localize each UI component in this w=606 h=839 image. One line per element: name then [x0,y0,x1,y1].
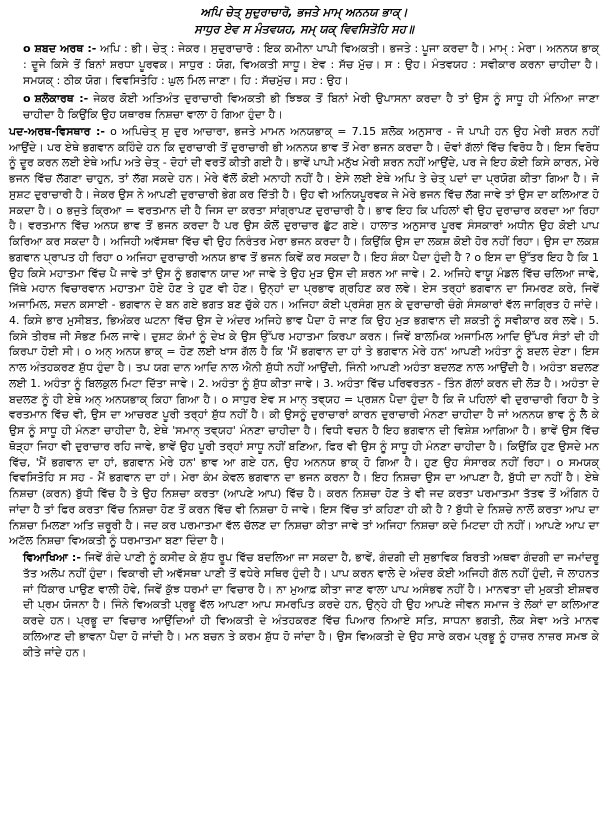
shabad-arth-text: ਅਪਿ : ਭੀ। ਚੇਤ੍ : ਜੇਕਰ। ਸੁਦੁਰਾਚਾਰੋ : ਇਕ ਕਮੀਨਾ ਪਾਪੀ ਵਿਅਕਤੀ। ਭਜਤੇ : ਪੂਜਾ ਕਰਦਾ ਹੈ। ਮਾਮ੍ : ਮੇਰਾ। ਅਨਨਯ ਭਾਕ੍ : ਦੂਜੇ ਕਿਸੇ ਤੋਂ ਬਿਨਾਂ ਸ਼ਰਧਾ ਪੂਰਵਕ। ਸਾਧੁਰ : ਯੋਗ, ਵਿਅਕਤੀ ਸਾਧੂ। ਏਵ : ਸੱਚ ਮੁੱਚ। ਸ : ਉਹ। ਮੰਤਵਯਹ : ਸਵੀਕਾਰ ਕਰਨਾ ਚਾਹੀਦਾ ਹੈ। ਸਮਯਕ੍ : ਠੀਕ ਯੋਗ। ਵਿਵਸਿਤੋਹਿ : ਘੁਲ ਮਿਲ ਜਾਣਾ। ਹਿ : ਸੱਚਮੁੱਚ। ਸਹ : ਉਹ। [23,42,599,87]
viakhia-text: ਜਿਵੇਂ ਗੰਦੇ ਪਾਣੀ ਨੂੰ ਕਸੀਦ ਕੇ ਸ਼ੁੱਧ ਰੂਪ ਵਿੱਚ ਬਦਲਿਆ ਜਾ ਸਕਦਾ ਹੈ, ਭਾਵੇਂ, ਗੰਦਗੀ ਦੀ ਸੁਭਾਵਿਕ ਬਿਰਤੀ ਅਥਵਾ ਗੰਦਗੀ ਦਾ ਜਮਾਂਦਰੂ ਤੱਤ ਅਲੋਪ ਨਹੀਂ ਹੁੰਦਾ। ਵਿਕਾਰੀ ਦੀ ਅਵੱਸਥਾ ਪਾਣੀ ਤੋਂ ਵਧੇਰੇ ਸਥਿਰ ਹੁੰਦੀ ਹੈ। ਪਾਪ ਕਰਨ ਵਾਲੇ ਦੇ ਅੰਦਰ ਕੋਈ ਅਜਿਹੀ ਗੱਲ ਨਹੀਂ ਹੁੰਦੀ, ਜੋ ਲਾਹਨਤ ਜਾਂ ਧਿੱਕਾਰ ਪਾਉਣ ਵਾਲੀ ਹੋਵੇ, ਜਿਵੇਂ ਕੁੱਝ ਧਰਮਾਂ ਦਾ ਵਿਚਾਰ ਹੈ। ਨਾ ਮੁਆਫ਼ ਕੀਤਾ ਜਾਣ ਵਾਲਾ ਪਾਪ ਅਸੰਭਵ ਨਹੀਂ ਹੈ। ਮਾਨਵਤਾ ਦੀ ਮੁਕਤੀ ਈਸ਼ਵਰ ਦੀ ਪ੍ਰਮ ਯੋਜਨਾ ਹੈ। ਜਿੰਨੇ ਵਿਅਕਤੀ ਪ੍ਰਭੂ ਵੱਲ ਆਪਣਾ ਆਪ ਸਮਰਪਿਤ ਕਰਦੇ ਹਨ, ਉਨ੍ਹੇ ਹੀ ਉਹ ਆਪਣੇ ਜੀਵਨ ਸਮਾਜ ਤੇ ਲੋਕਾਂ ਦਾ ਕਲਿਆਣ ਕਰਦੇ ਹਨ। ਪ੍ਰਭੂ ਦਾ ਵਿਚਾਰ ਆਉਂਦਿਆਂ ਹੀ ਵਿਅਕਤੀ ਦੇ ਅੰਤਹਕਰਣ ਵਿੱਚ ਪਿਆਰ ਨਿਆਏ ਸਤਿ, ਸਾਧਨਾ ਭਗਤੀ, ਲੋਕ ਸੇਵਾ ਅਤੇ ਮਾਨਵ ਕਲਿਆਣ ਦੀ ਭਾਵਨਾ ਪੈਦਾ ਹੋ ਜਾਂਦੀ ਹੈ। ਮਨ ਬਚਨ ਤੇ ਕਰਮ ਸ਼ੁੱਧ ਹੋ ਜਾਂਦਾ ਹੈ। ਉਸ ਵਿਅਕਤੀ ਦੇ ਉਹ ਸਾਰੇ ਕਰਮ ਪ੍ਰਭੂ ਨੂੰ ਹਾਜ਼ਰ ਨਾਜ਼ਰ ਸਮਝ ਕੇ ਕੀਤੇ ਜਾਂਦੇ ਹਨ। [23,551,599,659]
verse-line-2: ਸਾਧੁਰ ਏਵ ਸ ਮੰਤਵਯਹ, ਸਮ੍ ਯਕ੍ ਵਿਵਸਿਤੋਹਿ ਸਹ॥ [194,22,414,36]
vistar-section [9,124,599,549]
vistar-heading: ਪਦ-ਅਰਥ-ਵਿਸਥਾਰ :- [9,124,105,138]
vistar-text: o ਅਪਿਚੇਤ੍ ਸੁ ਦੁਰ ਆਚਾਰਾ, ਭਜਤੇ ਮਾਮਨ ਅਨਯਭਾਕ੍ = 7.15 ਸ਼ਲੋਕ ਅਨੁਸਾਰ - ਜੋ ਪਾਪੀ ਹਨ ਉਹ ਮੇਰੀ ਸ਼ਰਨ ਨਹੀਂ ਆਉਂਦੇ। ਪਰ ਏਥੇ ਭਗਵਾਨ ਕਹਿੰਦੇ ਹਨ ਕਿ ਦੁਰਾਚਾਰੀ ਤੋਂ ਦੁਰਾਚਾਰੀ ਭੀ ਅਨਨਯ ਭਾਵ ਤੋਂ ਮੇਰਾ ਭਜਨ ਕਰਦਾ ਹੈ। ਦੋਵਾਂ ਗੱਲਾਂ ਵਿੱਚ ਵਿਰੋਧ ਹੈ। ਇਸ ਵਿਰੋਧ ਨੂੰ ਦੂਰ ਕਰਨ ਲਈ ਏਥੇ ਅਪਿ ਅਤੇ ਚੇਤ੍ - ਦੋਹਾਂ ਦੀ ਵਰਤੋਂ ਕੀਤੀ ਗਈ ਹੈ। ਭਾਵੇਂ ਪਾਪੀ ਮਨੁੱਖ ਮੇਰੀ ਸ਼ਰਨ ਨਹੀਂ ਆਉਂਦੇ, ਪਰ ਜੇ ਇਹ ਕੋਈ ਕਿਸੇ ਕਾਰਨ, ਮੇਰੇ ਭਜਨ ਵਿੱਚ ਲੱਗਣਾ ਚਾਹੁਨ, ਤਾਂ ਲੱਗ ਸਕਦੇ ਹਨ। ਮੇਰੇ ਵੱਲੋਂ ਕੋਈ ਮਨਾਹੀ ਨਹੀਂ ਹੈ। ਏਸੇ ਲਈ ਏਥੇ ਅਪਿ ਤੇ ਚੇਤ੍ ਪਦਾਂ ਦਾ ਪ੍ਰਯੋਗ ਕੀਤਾ ਗਿਆ ਹੈ। ਜੋ ਸੁਸ਼ਟ ਦੁਰਾਚਾਰੀ ਹੈ। ਜੇਕਰ ਉਸ ਨੇ ਆਪਣੀ ਦੁਰਾਚਾਰੀ ਭੇਗ ਕਰ ਦਿੱਤੀ ਹੈ। ਉਹ ਵੀ ਅਨਿਯਪੂਰਵਕ ਜੇ ਮੇਰੇ ਭਜਨ ਵਿੱਚ ਲੱਗ ਜਾਵੇ ਤਾਂ ਉਸ ਦਾ ਕਲਿਆਣ ਹੋ ਸਕਦਾ ਹੈ। o ਭਜੁਤੇ ਕ੍ਰਿਆ = ਵਰਤਮਾਨ ਦੀ ਹੈ ਜਿਸ ਦਾ ਕਰਤਾ ਸਾਂਗ੍ਰਾਪਣ ਦੁਰਾਚਾਰੀ ਹੈ। ਭਾਵ ਇਹ ਕਿ ਪਹਿਲਾਂ ਵੀ ਉਹ ਦੁਰਾਚਾਰ ਕਰਦਾ ਆ ਰਿਹਾ ਹੈ। ਵਰਤਮਾਨ ਵਿੱਚ ਅਨਯ ਭਾਵ ਤੋਂ ਭਜਨ ਕਰਦਾ ਹੈ ਪਰ ਉਸ ਕੋਲੋਂ ਦੁਰਾਚਾਰ ਛੁੱਟ ਗਏ। ਹਾਲਾਤ ਅਨੁਸਾਰ ਪੂਰਵ ਸੰਸਕਾਰਾਂ ਅਧੀਨ ਉਹ ਕੋਈ ਪਾਪ ਕਿਰਿਆ ਕਰ ਸਕਦਾ ਹੈ। ਅਜਿਹੀ ਅਵੱਸਥਾ ਵਿੱਚ ਵੀ ਉਹ ਨਿਰੰਤਰ ਮੇਰਾ ਭਜਨ ਕਰਦਾ ਹੈ। ਕਿਉਂਕਿ ਉਸ ਦਾ ਲਕਸ਼ ਕੋਈ ਹੋਰ ਨਹੀਂ ਰਿਹਾ। ਉਸ ਦਾ ਲਕਸ਼ ਭਗਵਾਨ ਪ੍ਰਾਪਤ ਹੀ ਰਿਹਾ o ਅਜਿਹਾ ਦੁਰਾਚਾਰੀ ਅਨਯ ਭਾਵ ਤੋਂ ਭਜਨ ਕਿਵੇਂ ਕਰ ਸਕਦਾ ਹੈ। ਇਹ ਸ਼ੰਕਾ ਪੈਦਾ ਹੁੰਦੀ ਹੈ ? o ਇਸ ਦਾ ਉੱਤਰ ਇਹ ਹੈ ਕਿ 1 ਉਹ ਕਿਸੇ ਮਹਾਤਮਾ ਵਿੱਚ ਪੈ ਜਾਵੇ ਤਾਂ ਉਸ ਨੂੰ ਭਗਵਾਨ ਯਾਦ ਆ ਜਾਵੇ ਤੇ ਉਹ ਮੁੜ ਉਸ ਦੀ ਸ਼ਰਨ ਆ ਜਾਵੇ। 2. ਅਜਿਹੇ ਵਾਯੂ ਮੰਡਲ ਵਿੱਚ ਚਲਿਆ ਜਾਵੇ, ਜਿੱਥੇ ਮਹਾਨ ਵਿਚਾਰਵਾਨ ਮਹਾਤਮਾ ਹੋਏ ਹੋਣ ਤੇ ਹੁਣ ਵੀ ਹੋਣ। ਉਨ੍ਹਾਂ ਦਾ ਪ੍ਰਭਾਵ ਗ੍ਰਹਿਣ ਕਰ ਲਵੇ। ਏਸ ਤਰ੍ਹਾਂ ਭਗਵਾਨ ਦਾ ਸਿਮਰਣ ਕਰੇ, ਜਿਵੇਂ ਅਜਾਮਿਲ, ਸਦਨ ਕਸਾਈ - ਭਗਵਾਨ ਦੇ ਬਨ ਗਏ ਭਗਤ ਬਣ ਚੁੱਕੇ ਹਨ। ਅਜਿਹਾ ਕੋਈ ਪ੍ਰਸੰਗ ਸੁਨ ਕੇ ਦੁਰਾਚਾਰੀ ਚੰਗੇ ਸੰਸਕਾਰਾਂ ਵੱਲ ਜਾਗ੍ਰਿਤ ਹੋ ਜਾਂਦੇ। 4. ਕਿਸੇ ਭਾਰ ਮੁਸੀਬਤ, ਭਿਅੰਕਰ ਘਟਨਾ ਵਿੱਚ ਉਸ ਦੇ ਅੰਦਰ ਅਜਿਹੇ ਭਾਵ ਪੈਦਾ ਹੋ ਜਾਣ ਕਿ ਉਹ ਮੁੜ ਭਗਵਾਨ ਦੀ ਸ਼ਕਤੀ ਨੂੰ ਸਵੀਕਾਰ ਕਰ ਲਵੇ। 5. ਕਿਸੇ ਤੀਰਥ ਜੀ ਸੋਭਣ ਮਿਲ ਜਾਵੇ। ਦੁਸ਼ਟ ਕੰਮਾਂ ਨੂੰ ਦੇਖ ਕੇ ਉਸ ਉੱਪਰ ਮਹਾਤਮਾ ਕਿਰਪਾ ਕਰਨ। ਜਿਵੇਂ ਬਾਲਮਿਕ ਅਜਾਮਿਲ ਆਦਿ ਉੱਪਰ ਸੰਤਾਂ ਦੀ ਹੀ ਕਿਰਪਾ ਹੋਈ ਸੀ। o ਅਨ੍ ਅਨਯ ਭਾਕ੍ = ਹੋਣ ਲਈ ਖਾਸ ਗੱਲ ਹੈ ਕਿ 'ਮੈਂ ਭਗਵਾਨ ਦਾ ਹਾਂ ਤੇ ਭਗਵਾਨ ਮੇਰੇ ਹਨ' ਆਪਣੀ ਅਹੰਤਾ ਨੂੰ ਬਦਲ ਦੇਣਾ। ਇਸ ਨਾਲ ਅੰਤਹਕਰਣ ਸ਼ੁੱਧ ਹੁੰਦਾ ਹੈ। ਤਪ ਯਗ ਦਾਨ ਆਦਿ ਨਾਲ ਐਨੀ ਸ਼ੁੱਧੀ ਨਹੀਂ ਆਉਂਦੀ, ਜਿੰਨੀ ਆਪਣੀ ਅਹੰਤਾ ਬਦਲਣ ਨਾਲ ਆਉਂਦੀ ਹੈ। ਅਹੰਤਾ ਬਦਲਣ ਲਈ 1. ਅਹੰਤਾ ਨੂੰ ਬਿਲਕੁਲ ਮਿਟਾ ਦਿੱਤਾ ਜਾਵੇ। 2. ਅਹੰਤਾ ਨੂੰ ਸ਼ੁੱਧ ਕੀਤਾ ਜਾਵੇ। 3. ਅਹੰਤਾ ਵਿੱਚ ਪਰਿਵਰਤਨ - ਤਿੰਨ ਗੱਲਾਂ ਕਰਨ ਦੀ ਲੋੜ ਹੈ। ਅਹੰਤਾ ਦੇ ਬਦਲਣ ਨੂੰ ਹੀ ਏਥੇ ਅਨ੍ ਅਨਯਭਾਕ੍ ਕਿਹਾ ਗਿਆ ਹੈ। o ਸਾਧੁਰ ਏਵ ਸ ਮਾਨ੍ ਤਵ੍ਯਹ = ਪ੍ਰਸ਼ਨ ਪੈਦਾ ਹੁੰਦਾ ਹੈ ਕਿ ਜੋ ਪਹਿਲਾਂ ਵੀ ਦੁਰਾਚਾਰੀ ਰਿਹਾ ਹੈ ਤੇ ਵਰਤਮਾਨ ਵਿੱਚ ਵੀ, ਉਸ ਦਾ ਆਚਰਣ ਪੂਰੀ ਤਰ੍ਹਾਂ ਸ਼ੁੱਧ ਨਹੀਂ ਹੈ। ਕੀ ਉਸਨੂੰ ਦੁਰਾਚਾਰਾਂ ਕਾਰਨ ਦੁਰਾਚਾਰੀ ਮੰਨਣਾ ਚਾਹੀਦਾ ਹੈ ਜਾਂ ਅਨਨਯ ਭਾਵ ਨੂੰ ਲੈ ਕੇ ਉਸ ਨੂੰ ਸਾਧੂ ਹੀ ਮੰਨਣਾ ਚਾਹੀਦਾ ਹੈ, ਏਥੇ 'ਸਮਾਨ੍ ਤਵ੍ਯਹ' ਮੰਨਣਾ ਚਾਹੀਦਾ ਹੈ। ਵਿਧੀ ਵਚਨ ਹੈ ਇਹ ਭਗਵਾਨ ਦੀ ਵਿਸ਼ੇਸ਼ ਆਗਿਆ ਹੈ। ਭਾਵੇਂ ਉਸ ਵਿੱਚ ਥੋੜ੍ਹਾ ਜਿਹਾ ਵੀ ਦੁਰਾਚਾਰ ਰਹਿ ਜਾਵੇ, ਭਾਵੇਂ ਉਹ ਪੂਰੀ ਤਰ੍ਹਾਂ ਸਾਧੂ ਨਹੀਂ ਬਣਿਆ, ਫਿਰ ਵੀ ਉਸ ਨੂੰ ਸਾਧੂ ਹੀ ਮੰਨਣਾ ਚਾਹੀਦਾ ਹੈ। ਕਿਉਂਕਿ ਹੁਣ ਉਸਦੇ ਮਨ ਵਿੱਚ, 'ਮੈਂ ਭਗਵਾਨ ਦਾ ਹਾਂ, ਭਗਵਾਨ ਮੇਰੇ ਹਨ' ਭਾਵ ਆ ਗਏ ਹਨ, ਉਹ ਅਨਨਯ ਭਾਕ੍ ਹੋ ਗਿਆ ਹੈ। ਹੁਣ ਉਹ ਸੰਸਾਰਕ ਨਹੀਂ ਰਿਹਾ। o ਸਮਯਕ੍ ਵਿਵਸਿਤੋਹਿ ਸ ਸਹ - ਮੈਂ ਭਗਵਾਨ ਦਾ ਹਾਂ। ਮੇਰਾ ਕੰਮ ਕੇਵਲ ਭਗਵਾਨ ਦਾ ਭਜਨ ਕਰਨਾ ਹੈ। ਇਹ ਨਿਸ਼ਚਾ ਉਸ ਦਾ ਆਪਣਾ ਹੈ, ਬੁੱਧੀ ਦਾ ਨਹੀਂ ਹੈ। ਏਥੇ ਨਿਸ਼ਚਾ (ਕਰਨ) ਬੁੱਧੀ ਵਿੱਚ ਹੈ ਤੇ ਉਹ ਨਿਸ਼ਚਾ ਕਰਤਾ (ਆਪਣੇ ਆਪ) ਵਿੱਚ ਹੈ। ਕਰਨ ਨਿਸ਼ਚਾ ਹੋਣ ਤੇ ਵੀ ਜਦ ਕਰਤਾ ਪਰਮਾਤਮਾ ਤੱਤਵ ਤੋਂ ਅੰਗਿਨ ਹੋ ਜਾਂਦਾ ਹੈ ਤਾਂ ਫਿਰ ਕਰਤਾ ਵਿੱਚ ਨਿਸ਼ਚਾ ਹੋਣ ਤੋਂ ਕਰਨ ਵਿੱਚ ਵੀ ਨਿਸ਼ਚਾ ਹੋ ਜਾਵੇ। ਇਸ ਵਿੱਚ ਤਾਂ ਕਹਿਣਾ ਹੀ ਕੀ ਹੈ ? ਬੁੱਧੀ ਦੇ ਨਿਸ਼ਚੇ ਨਾਲੋਂ ਕਰਤਾ ਆਪ ਦਾ ਨਿਸ਼ਚਾ ਮਿਲਣਾ ਅਤਿ ਜ਼ਰੂਰੀ ਹੈ। ਜਦ ਕਰ ਪਰਮਾਤਮਾ ਵੱਲ ਚੱਲਣ ਦਾ ਨਿਸ਼ਚਾ ਕੀਤਾ ਜਾਵੇ ਤਾਂ ਅਜਿਹਾ ਨਿਸ਼ਚਾ ਕਦੇ ਮਿਟਦਾ ਹੀ ਨਹੀਂ। ਆਪਣੇ ਆਪ ਦਾ ਅਟੱਲ ਨਿਸ਼ਚਾ ਵਿਅਕਤੀ ਨੂੰ ਧਰਮਾਤਮਾ ਬਣਾ ਦਿੰਦਾ ਹੈ। [9,124,599,548]
bullet-icon: o [23,42,31,55]
sanskrit-verse [9,4,599,38]
shlokarth-text: ਜੇਕਰ ਕੋਈ ਅਤਿਅੰਤ ਦੁਰਾਚਾਰੀ ਵਿਅਕਤੀ ਭੀ ਝਿਝਕ ਤੋਂ ਬਿਨਾਂ ਮੇਰੀ ਉਪਾਸਨਾ ਕਰਦਾ ਹੈ ਤਾਂ ਉਸ ਨੂੰ ਸਾਧੂ ਹੀ ਮੰਨਿਆ ਜਾਣਾ ਚਾਹੀਦਾ ਹੈ ਕਿਉਂਕਿ ਉਹ ਯਥਾਰਥ ਨਿਸ਼ਚਾ ਵਾਲਾ ਹੋ ਗਿਆ ਹੁੰਦਾ ਹੈ। [23,92,600,121]
bullet-icon: o [23,92,31,106]
shabad-arth-section [9,41,599,88]
shlokarth-heading: ਸ਼ਲੋਕਾਰਥ :- [34,92,89,106]
shlokarth-section [9,91,599,123]
viakhia-heading: ਵਿਆਖਿਆ :- [23,551,81,564]
verse-line-1: ਅਪਿ ਚੇਤ੍ ਸੁਦੁਰਾਚਾਰੋ, ਭਜਤੇ ਮਾਮ੍ ਅਨਨਯ ਭਾਕ੍। [200,5,408,19]
viakhia-section [9,550,599,660]
shabad-arth-heading: ਸ਼ਬਦ ਅਰਥ :- [34,42,97,55]
